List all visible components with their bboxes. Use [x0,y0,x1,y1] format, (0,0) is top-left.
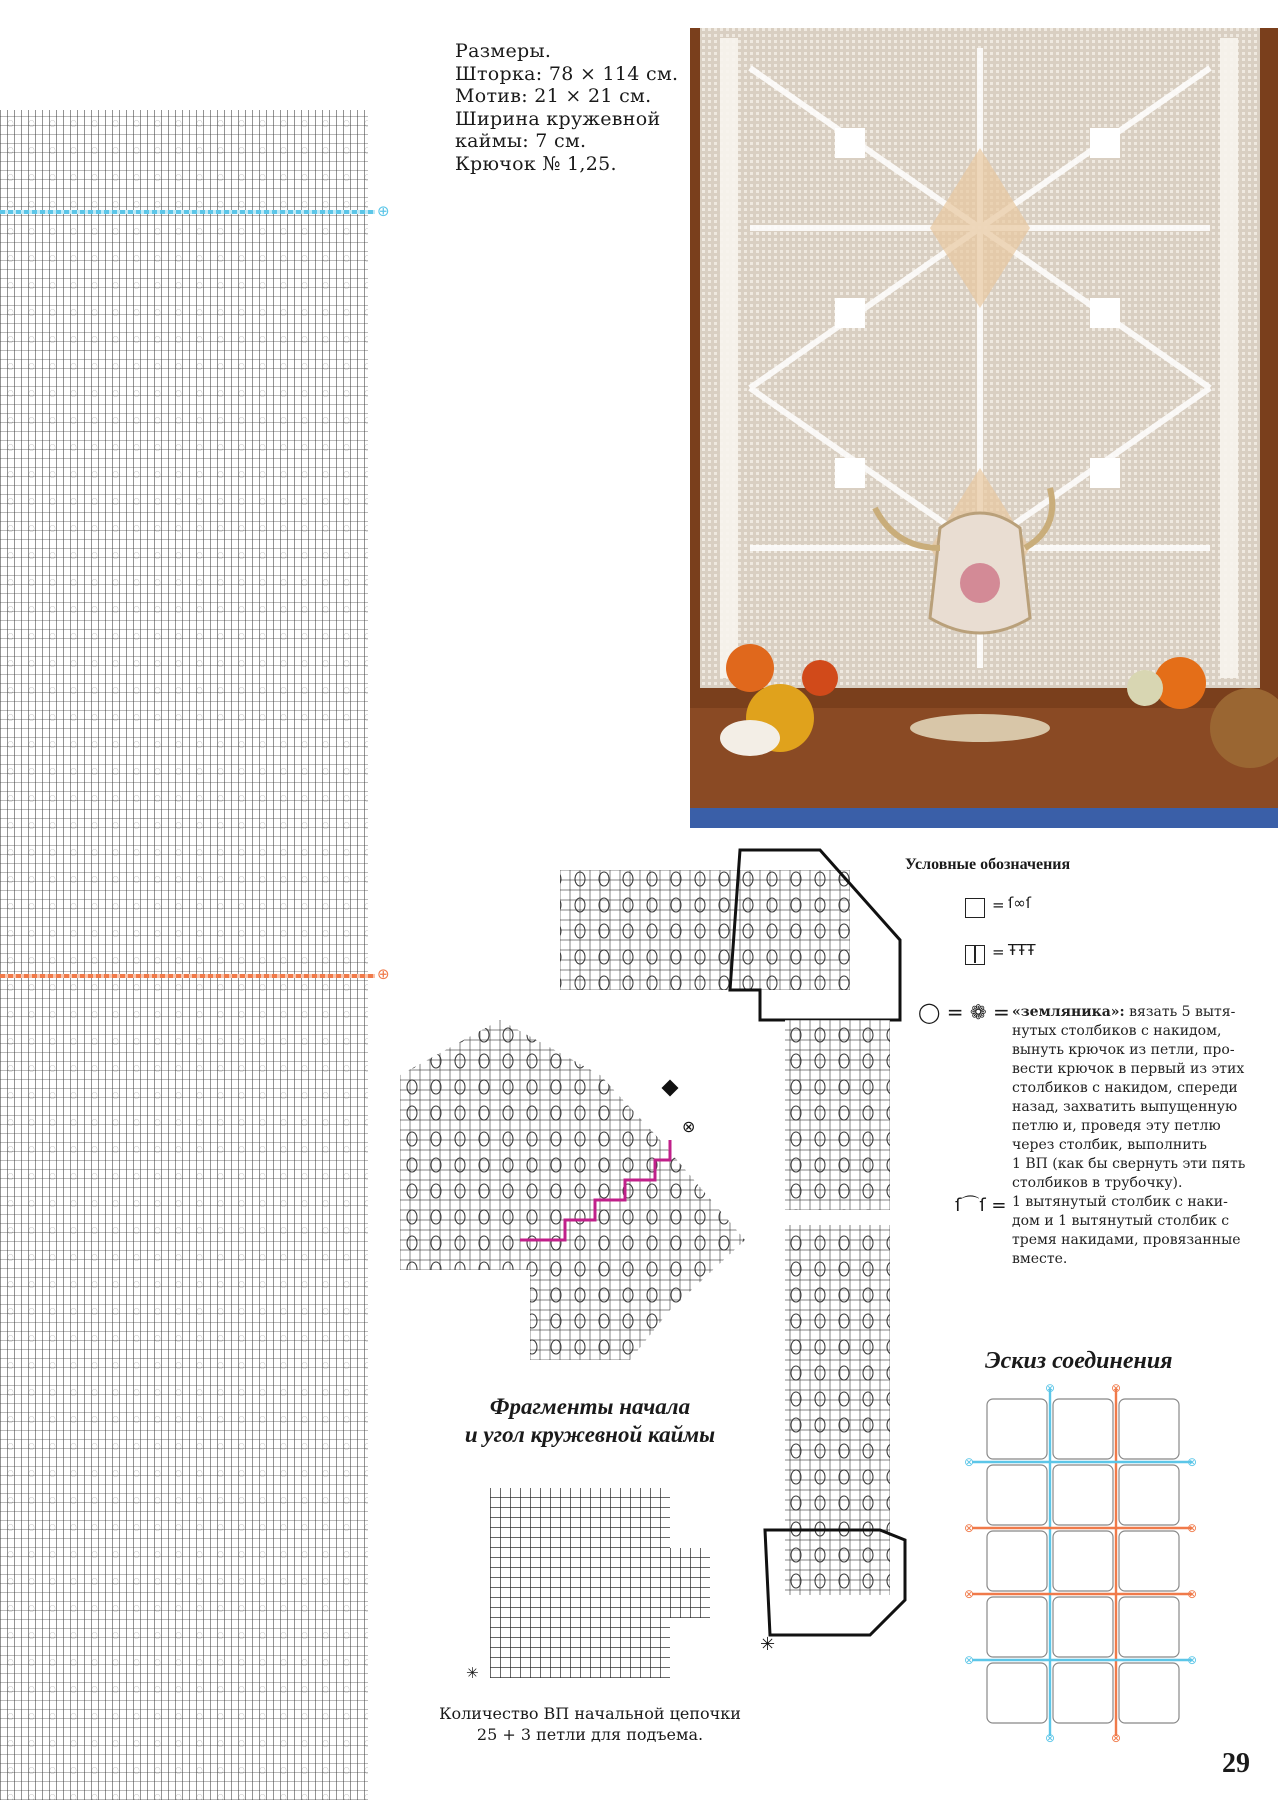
svg-text:⊗: ⊗ [964,1455,975,1469]
joined-line: вместе. [1012,1251,1068,1267]
svg-text:⊗: ⊗ [964,1653,975,1667]
sizes-motif: Мотив: 21 × 21 см. [455,85,652,107]
strawberry-line: через столбик, выполнить [1012,1137,1207,1153]
legend-eq-1: = [992,896,1005,914]
start-fragment-edge [670,1548,710,1618]
block-stitch-icon: ŦŦŦ [1008,941,1036,959]
strawberry-line: вынуть крючок из петли, про- [1012,1042,1235,1058]
sizes-hook: Крючок № 1,25. [455,152,617,175]
start-star-icon: ✳ [466,1664,479,1682]
chain-caption-line2: 25 + 3 петли для подъема. [476,1725,704,1744]
legend-title: Условные обозначения [905,856,1071,873]
joined-line: 1 вытянутый столбик с наки- [1012,1194,1228,1210]
svg-text:⊗: ⊗ [1111,1384,1122,1395]
join-line-orange [0,974,375,978]
border-charts [400,840,940,1660]
sizes-curtain: Шторка: 78 × 114 см. [455,62,679,85]
svg-text:⊗: ⊗ [1045,1384,1056,1395]
svg-text:⊗: ⊗ [964,1521,975,1535]
fragments-title-line1: Фрагменты начала [489,1394,691,1419]
sketch-title: Эскиз соединения [985,1348,1173,1374]
fragments-title [430,1393,750,1449]
strawberry-line: столбиков в трубочку). [1012,1175,1183,1191]
page-number: 29 [1222,1748,1250,1779]
join-line-blue [0,210,375,214]
joined-stitch-icon: ſ⌒ſ = [955,1195,1007,1216]
sizes-title: Размеры. [455,40,552,62]
svg-text:⊗: ⊗ [682,1117,696,1136]
svg-text:✳: ✳ [760,1634,776,1655]
sizes-block [455,40,678,175]
svg-text:⊗: ⊗ [1187,1521,1198,1535]
strawberry-line: вязать 5 вытя- [1129,1004,1236,1020]
joined-line: тремя накидами, провязанные [1012,1232,1241,1248]
legend-eq-2: = [992,943,1005,961]
chain-caption [420,1703,760,1745]
corner-fragment [400,1020,745,1360]
svg-text:⊗: ⊗ [964,1587,975,1601]
curtain-photo [690,28,1278,828]
strawberry-icon: ◯ = ❁ = [918,1000,1010,1024]
strawberry-line: петлю и, проведя эту петлю [1012,1118,1221,1134]
strawberry-line: нутых столбиков с накидом, [1012,1023,1222,1039]
empty-square-icon [965,898,985,918]
svg-text:⊗: ⊗ [1187,1653,1198,1667]
svg-text:⊗: ⊗ [1187,1455,1198,1469]
joined-stitch-definition [1012,1193,1262,1269]
sizes-border-2: каймы: 7 см. [455,130,587,152]
strawberry-line: назад, захватить выпущенную [1012,1099,1238,1115]
chain-caption-line1: Количество ВП начальной цепочки [439,1704,741,1723]
curtain-photo-art [690,28,1278,828]
motif-chart-strip [0,110,368,1800]
svg-text:⊗: ⊗ [1111,1731,1122,1744]
strawberry-line: столбиков с накидом, спереди [1012,1080,1238,1096]
fragments-title-line2: и угол кружевной каймы [464,1422,716,1447]
joined-line: дом и 1 вытянутый столбик с [1012,1213,1230,1229]
strawberry-line: вести крючок в первый из этих [1012,1061,1245,1077]
strawberry-term: «земляника»: [1012,1004,1125,1020]
crossed-circle-orange-icon: ⊕ [377,965,390,983]
svg-text:⊗: ⊗ [1187,1587,1198,1601]
svg-text:⊗: ⊗ [1045,1731,1056,1744]
strawberry-definition [1012,1003,1262,1193]
strawberry-line: 1 ВП (как бы свернуть эти пять [1012,1156,1246,1172]
join-sketch [960,1384,1200,1744]
crossed-circle-blue-icon: ⊕ [377,202,390,220]
sizes-border-1: Ширина кружевной [455,107,661,130]
start-fragment-grid [490,1488,670,1678]
mesh-stitch-icon: ſ∞ſ [1008,894,1032,912]
filled-square-icon [965,945,985,965]
